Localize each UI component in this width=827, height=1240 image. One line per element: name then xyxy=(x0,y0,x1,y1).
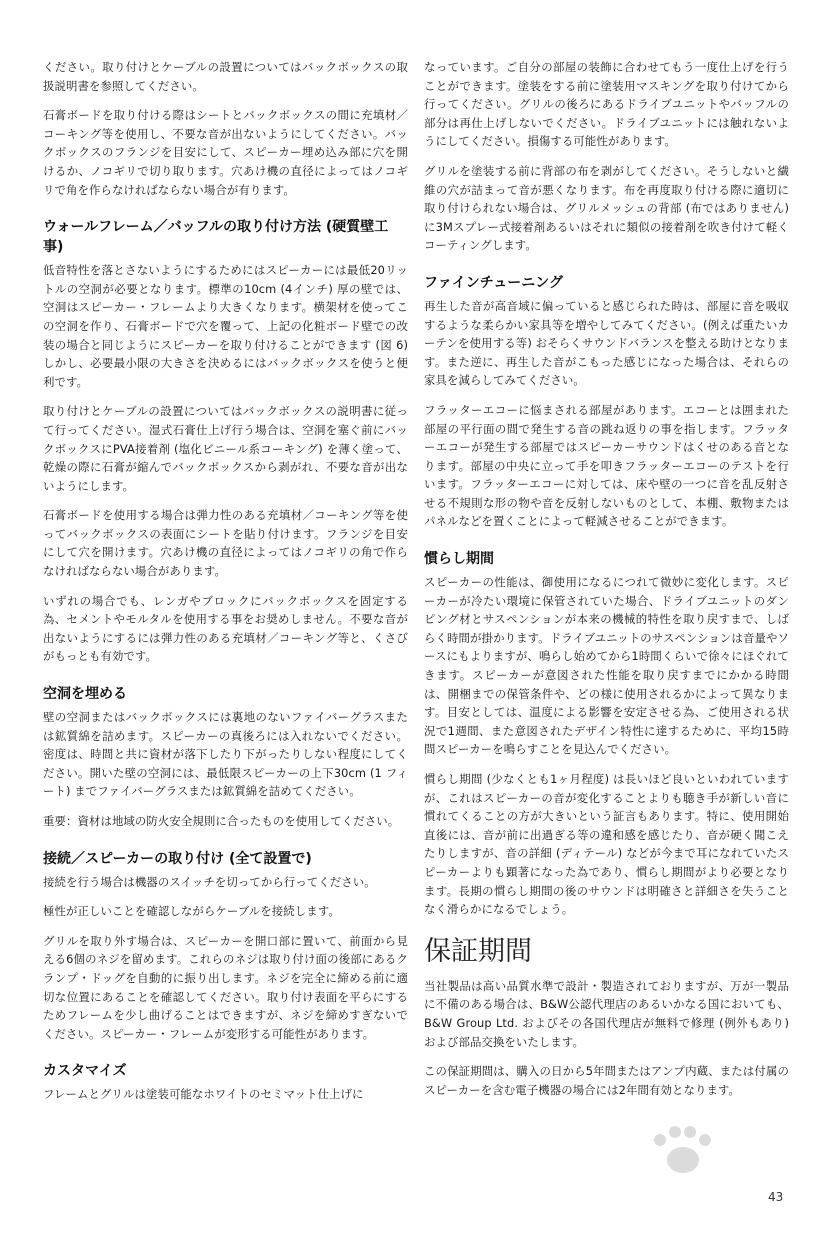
right-column xyxy=(424,58,789,1110)
left-column xyxy=(43,58,408,1115)
section-heading: ファインチューニング xyxy=(424,274,564,291)
page-number: 43 xyxy=(768,1190,784,1204)
paragraph: 石膏ボードを取り付ける際はシートとバックボックスの間に充填材／コーキング等を使用し、不要な音が出ないようにしてください。バックボックスのフランジを目安にして、スピーカー埋め込み部に穴を開けるか、ノコギリで切り取ります。穴あけ機の直径によってはノコギリで角を作らなければならない場合が有ります。 xyxy=(43,108,408,197)
paragraph: なっています。ご自分の部屋の装飾に合わせてもう一度仕上げを行うことができます。塗装をする前に塗装用マスキングを取り付けてから行ってください。グリルの後ろにあるドライブユニットやバッフルの部分は再仕上げしないでください。ドライブユニットには触れないようにしてください。損傷する可能性があります。 xyxy=(424,60,789,149)
paragraph: 石膏ボードを使用する場合は弾力性のある充填材／コーキング等を使ってバックボックスの表面にシートを貼り付けます。フランジを目安にして穴を開けます。穴あけ機の直径によってはノコギリの角で作らなければならない場合があります。 xyxy=(43,508,408,579)
section-heading: 慣らし期間 xyxy=(424,551,494,568)
paragraph: 慣らし期間 (少なくとも1ヶ月程度) は長いほど良いといわれていますが、これはスピーカーの音が変化することよりも聴き手が新しい音に慣れてくることの方が大きいという証言もあります。特に、使用開始直後には、音が前に出過ぎる等の違和感を感じたり、音が硬く聞こえたりしますが、音の詳細 (ディテール) などが今まで耳になれていたスピーカーよりも顕著になった為であり、慣らし期間がより必要となります。長期の慣らし期間の後のサウンドは明確さと詳細さを失うことなく滑らかになるでしょう。 xyxy=(424,772,789,917)
paragraph: フラッターエコーに悩まされる部屋があります。エコーとは囲まれた部屋の平行面の間で発生する音の跳ね返りの事を指します。フラッターエコーが発生する部屋ではスピーカーサウンドはくせのある音となります。部屋の中央に立って手を叩きフラッターエコーのテストを行います。フラッターエコーに対しては、床や壁の一つに音を乱反射させる不規則な形の物や音を反射しないものとして、本棚、敷物またはパネルなどを置くことによって軽減させることができます。 xyxy=(424,402,789,529)
paragraph: 再生した音が高音域に偏っていると感じられた時は、部屋に音を吸収するような柔らかい家具等を増やしてみてください。(例えば重たいカーテンを使用する等) おそらくサウンドバランスを整える助けとなります。また逆に、再生した音がこもった感じになった場合は、それらの家具を減らしてみてください。 xyxy=(424,298,789,388)
paragraph: 取り付けとケーブルの設置についてはバックボックスの説明書に従って行ってください。湿式石膏仕上げ行う場合は、空洞を塞ぐ前にバックボックスにPVA接着剤 (塩化ビニール系コーキング) を薄く塗って、乾燥の際に石膏が縮んでバックボックスから剥がれ、不要な音が出ないようにします。 xyxy=(43,404,408,493)
paragraph: グリルを取り外す場合は、スピーカーを開口部に置いて、前面から見える6個のネジを留めます。これらのネジは取り付け面の後部にあるクランプ・ドッグを自動的に振り出します。ネジを完全に締める前に適切な位置にあることを確認してください。取り付け表面を平らにするためフレームを少し曲げることはできますが、ネジを締めすぎないでください。スピーカー・フレームが変形する可能性があります。 xyxy=(43,933,408,1041)
paragraph: 当社製品は高い品質水準で設計・製造されておりますが、万が一製品に不備のある場合は、B&W公認代理店のあるいかなる国においても、B&W Group Ltd. およびその各国代理店が無料で修理 (例外もあり) および部品交換をいたします。 xyxy=(424,978,789,1049)
section-heading: ウォールフレーム／バッフルの取り付け方法 (硬質壁工事) xyxy=(43,219,389,256)
section-heading: 空洞を埋める xyxy=(43,686,127,703)
section-heading: 接続／スピーカーの取り付け (全て設置で) xyxy=(43,850,312,867)
paragraph: 低音特性を落とさないようにするためにはスピーカーには最低20リットルの空洞が必要となります。標準の10cm (4インチ) 厚の壁では、空洞はスピーカー・フレームより大きくなります。横架材を使ってこの空洞を作り、石膏ボードで穴を覆って、上記の化粧ボード壁での改装の場合と同じようにスピーカーを取り付けることができます (図 6) しかし、必要最小限の大きさを決めるにはバックボックスを使うと便利です。 xyxy=(43,263,408,389)
section-heading: カスタマイズ xyxy=(43,1063,127,1080)
paragraph: いずれの場合でも、レンガやブロックにバックボックスを固定する為、セメントやモルタルを使用する事をお奨めしません。不要な音が出ないようにするには弾力性のある充填材／コーキング等と、くさびがもっとも有効です。 xyxy=(43,593,408,664)
paragraph: 極性が正しいことを確認しながらケーブルを接続します。 xyxy=(43,904,340,919)
paragraph: グリルを塗装する前に背部の布を剥がしてください。そうしないと繊維の穴が詰まって音が悪くなります。布を再度取り付ける際に適切に取り付けられない場合は、グリルメッシュの背部 (布ではありません) に3Mスプレー式接着剤あるいはそれに類似の接着剤を吹き付けて軽くコーティングします。 xyxy=(424,163,789,253)
paragraph: ください。取り付けとケーブルの設置についてはバックボックスの取扱説明書を参照してください。 xyxy=(43,60,408,93)
watermark-icon xyxy=(600,1112,800,1192)
chapter-heading: 保証期間 xyxy=(424,935,532,967)
paragraph: この保証期間は、購入の日から5年間またはアンプ内蔵、または付属のスピーカーを含む電子機器の場合には2年間有効となります。 xyxy=(424,1064,789,1097)
paragraph: 重要：資材は地域の防火安全規則に合ったものを使用してください。 xyxy=(43,814,400,828)
paragraph: フレームとグリルは塗装可能なホワイトのセミマット仕上げに xyxy=(43,1087,364,1102)
paragraph: 接続を行う場合は機器のスイッチを切ってから行ってください。 xyxy=(43,874,376,889)
paragraph: スピーカーの性能は、御使用になるにつれて微妙に変化します。スピーカーが冷たい環境に保管されていた場合、ドライブユニットのダンピング材とサスペンションが本来の機械的特性を取り戻すまで、しばらく時間が掛かります。ドライブユニットのサスペンションは音量やソースにもよりますが、鳴らし始めてから1時間くらいで徐々にほぐれてきます。スピーカーが意図された性能を取り戻すまでにかかる時間は、開梱までの保管条件や、どの様に使用されるかによって異なります。目安としては、温度による影響を安定させる為、ご使用される状況で1週間、また意図されたデザイン特性に達するために、平均15時間スピーカーを鳴らすことを見込んでください。 xyxy=(424,575,789,757)
paragraph: 壁の空洞またはバックボックスには裏地のないファイバーグラスまたは鉱質綿を詰めます。スピーカーの真後ろには入れないでください。密度は、時間と共に資材が落下したり下がったりしない程度にしてください。開いた壁の空洞には、最低限スピーカーの上下30cm (1 フィート) までファイバーグラスまたは鉱質綿を詰めてください。 xyxy=(43,710,408,799)
